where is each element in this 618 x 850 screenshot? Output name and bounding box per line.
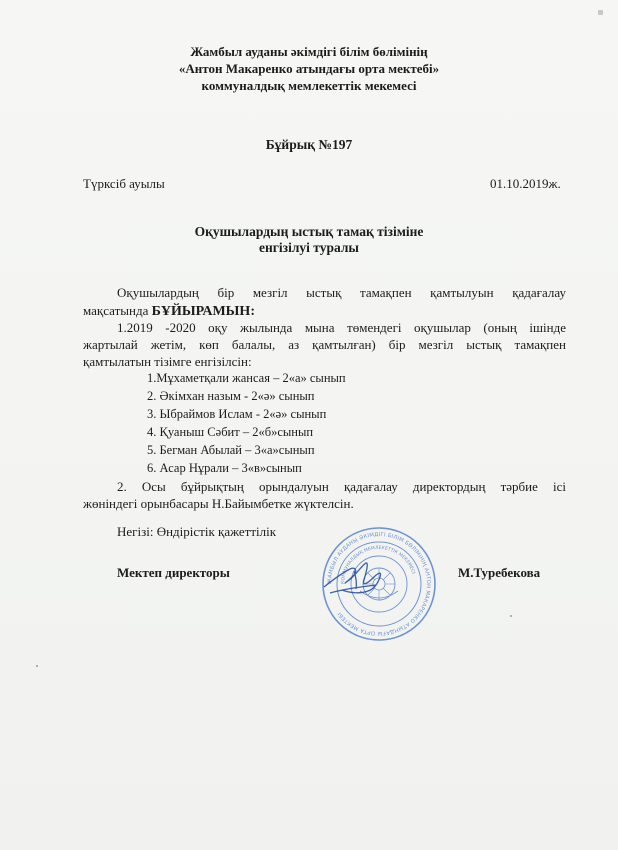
- paragraph-3-line-1: 2. Осы бұйрықтың орындалуын қадағалау директордың тәрбие ісі: [117, 479, 566, 494]
- student-list-item: 6. Асар Нұрали – 3«в»сынып: [147, 461, 302, 475]
- place-name: Түрксіб ауылы: [83, 176, 165, 191]
- stamp-outer-text: ЖАМБЫЛ АУДАНЫ ӘКІМДІГІ БІЛІМ БӨЛІМІНІҢ АНТОН МАКАРЕНКО АТЫНДАҒЫ ОРТА МЕКТЕБІ: [326, 531, 432, 637]
- signatory-title: Мектеп директоры: [117, 565, 230, 580]
- decree-word: БҰЙЫРАМЫН:: [151, 304, 255, 319]
- student-list-item: 5. Бегман Абылай – 3«а»сынып: [147, 443, 315, 457]
- paragraph-1-line-2: [83, 303, 255, 320]
- header-line-3: коммуналдық мемлекеттік мекемесі: [201, 78, 417, 93]
- paragraph-2-line-3: қамтылатын тізімге енгізілсін:: [83, 354, 252, 369]
- scan-mark: [36, 665, 38, 667]
- paragraph-1-line-2-text: мақсатында: [83, 303, 152, 318]
- paragraph-2-line-2: жартылай жетім, көп балалы, аз қамтылған) бір мезгіл ыстық тамақпен: [83, 337, 566, 352]
- paragraph-1-line-1: Оқушылардың бір мезгіл ыстық тамақпен қамтылуын қадағалау: [117, 285, 566, 300]
- scan-mark: [598, 10, 603, 15]
- student-list-item: 3. Ыбраймов Ислам - 2«ә» сынып: [147, 407, 327, 421]
- student-list-item: 4. Қуаныш Сәбит – 2«б»сынып: [147, 425, 314, 439]
- official-stamp-icon: [320, 525, 438, 643]
- student-list-item: 1.Мұхаметқали жансая – 2«а» сынып: [147, 371, 346, 385]
- stamp-inner-text: КОММУНАЛДЫҚ МЕМЛЕКЕТТІК МЕКЕМЕСІ: [340, 545, 416, 585]
- signatory-name: М.Туребекова: [458, 565, 541, 580]
- header-line-2: «Антон Макаренко атындағы орта мектебі»: [178, 61, 440, 76]
- basis-line: Негізі: Өндірістік қажеттілік: [117, 524, 277, 539]
- header-line-1: Жамбыл ауданы әкімдігі білім бөлімінің: [190, 44, 428, 59]
- order-title: Бұйрық №197: [265, 137, 353, 152]
- scan-mark: [510, 615, 512, 617]
- student-list-item: 2. Әкімхан назым - 2«ә» сынып: [147, 389, 315, 403]
- subject-line-2: енгізілуі туралы: [259, 240, 359, 255]
- paragraph-3-line-2: жөніндегі орынбасары Н.Байымбетке жүктелсін.: [83, 496, 354, 511]
- subject-line-1: Оқушылардың ыстық тамақ тізіміне: [194, 224, 424, 239]
- paragraph-2-line-1: 1.2019 -2020 оқу жылында мына төмендегі оқушылар (оның ішінде: [117, 320, 566, 335]
- order-date: 01.10.2019ж.: [490, 176, 561, 191]
